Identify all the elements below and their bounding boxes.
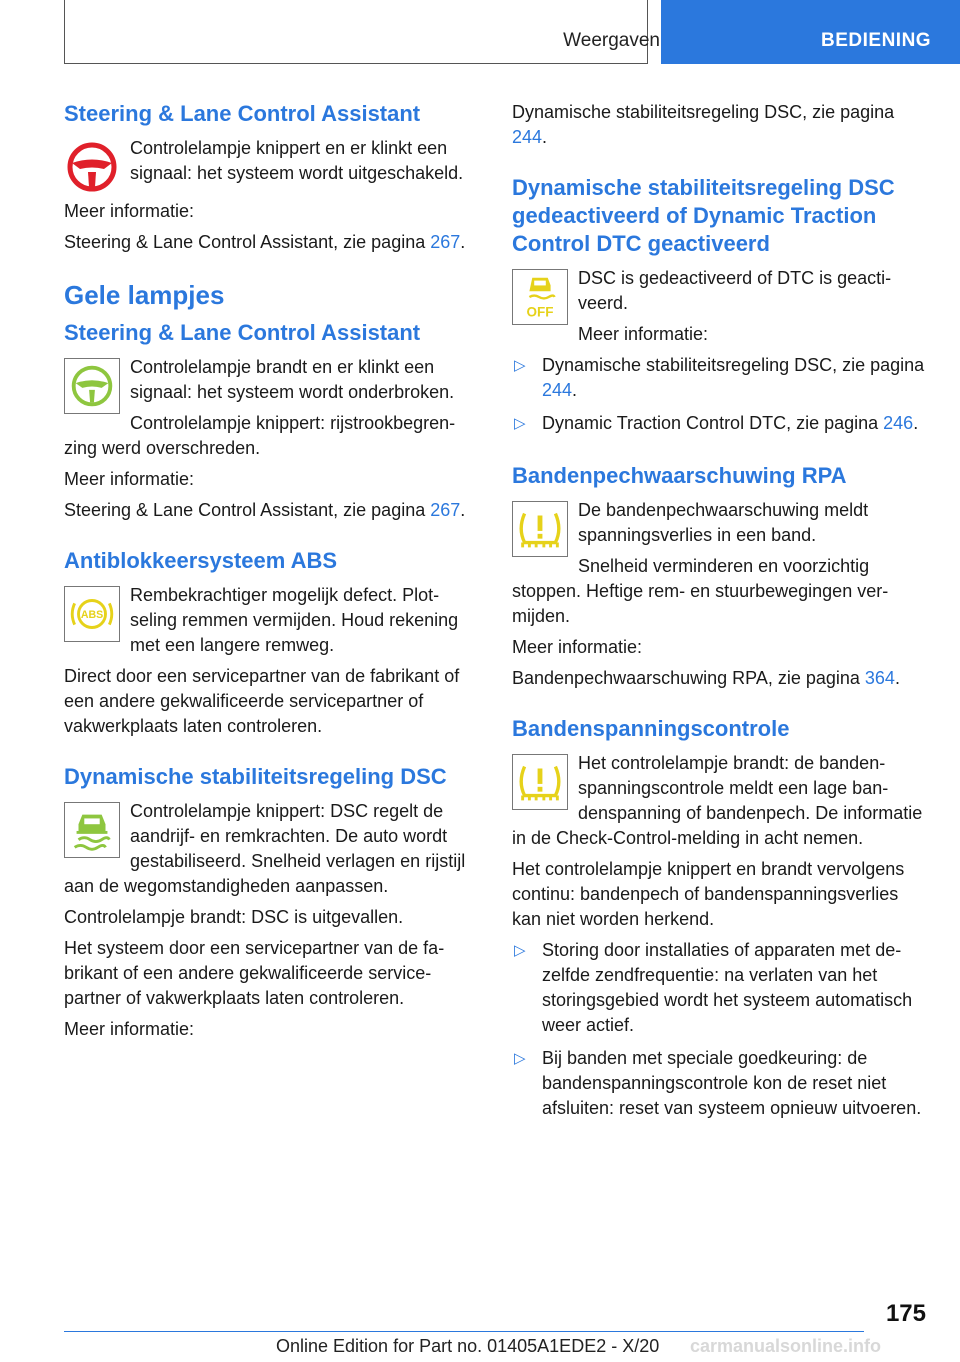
- dsc-icon: [64, 802, 120, 858]
- list-item: ▷ Storing door installaties of apparaten met dezelfde zendfrequentie: na verlaten van het storingsgebied wordt het systeem automatisch weer actief.: [514, 940, 913, 1035]
- right-column: [512, 100, 926, 1129]
- watermark: carmanualsonline.info: [690, 1336, 882, 1356]
- steering-green-row: [64, 355, 480, 467]
- section-title-abs: Antiblokkeersysteem ABS: [64, 548, 338, 573]
- triangle-bullet-icon: ▷: [514, 415, 526, 432]
- more-info-label: Meer informatie:: [578, 324, 709, 344]
- tire-pressure-icon: [512, 754, 568, 810]
- section-title-dsc-off: Dynamische stabiliteitsregeling DSC gedeactiveerd of Dynamic Traction Control DTC geactiveerd: [512, 175, 895, 256]
- reference-dsc-continued: Dynamische stabiliteitsregeling DSC, zie pagina 244.: [512, 102, 895, 147]
- abs-icon: [64, 586, 120, 642]
- section-title-steering-red: Steering & Lane Control Assistant: [64, 101, 421, 126]
- steering-wheel-green-icon: [64, 358, 120, 414]
- section-title-tire-pressure: Bandenspanningscontrole: [512, 716, 790, 741]
- tire-pressure-notes: [512, 938, 926, 1121]
- tire-pressure-text-2: Het controlelampje knippert en brandt vervolgens continu: bandenpech of bandenspanningsverlies kan niet worden herkend.: [512, 859, 905, 929]
- page-link-267[interactable]: 267: [430, 500, 461, 520]
- footer-divider: [64, 1331, 864, 1332]
- abs-row: [64, 583, 480, 664]
- abs-text-2: Direct door een servicepartner van de fabrikant of een andere gekwalificeerde servicepartner of vakwerkplaats laten controleren.: [64, 666, 460, 736]
- rpa-text: De bandenpechwaarschuwing meldt spanningsverlies in een band.: [578, 500, 869, 545]
- steering-green-text: Controlelampje brandt en er klinkt een signaal: het systeem wordt onderbroken.: [130, 357, 455, 402]
- dsc-off-text: DSC is gedeactiveerd of DTC is geactiveerd.: [578, 268, 892, 313]
- tire-pressure-text: Het controlelampje brandt: de bandenspanningscontrole meldt een lage bandenspanning of bandenpech. De informatie in de Check-Control-melding in acht nemen.: [512, 753, 923, 848]
- abs-text: Rembekrachtiger mogelijk defect. Plotseling remmen vermijden. Houd rekening met een langere remweg.: [130, 585, 459, 655]
- header-section-title: Weergaven: [563, 30, 660, 51]
- abs-label: ABS: [80, 608, 104, 621]
- page-link-244[interactable]: 244: [512, 127, 543, 147]
- off-label: OFF: [526, 304, 554, 320]
- dsc-text: Controlelampje knippert: DSC regelt de aandrijf- en remkrachten. De auto wordt gestabiliseerd. Snelheid verlagen en rijstijl aan de wegomstandigheden aanpassen.: [64, 801, 466, 896]
- list-item: ▷ Bij banden met speciale goedkeuring: de bandenspanningscontrole kon de reset niet afsluiten: reset van systeem opnieuw uitvoeren.: [514, 1048, 922, 1118]
- more-info-label: Meer informatie:: [64, 469, 195, 489]
- more-info-label: Meer informatie:: [64, 1019, 195, 1039]
- page-number: 175: [885, 1300, 926, 1327]
- page-link-246[interactable]: 246: [883, 413, 914, 433]
- dsc-off-icon: [512, 269, 568, 325]
- more-info-label: Meer informatie:: [64, 201, 195, 221]
- dsc-off-references: [512, 353, 926, 436]
- reference-rpa: Bandenpechwaarschuwing RPA, zie pagina 364.: [512, 668, 900, 688]
- more-info-label: Meer informatie:: [512, 637, 643, 657]
- triangle-bullet-icon: ▷: [514, 942, 526, 959]
- tire-pressure-row: [512, 751, 926, 857]
- reference-steering-2: Steering & Lane Control Assistant, zie pagina 267.: [64, 500, 466, 520]
- list-item: ▷ Dynamische stabiliteitsregeling DSC, zie pagina 244.: [514, 355, 925, 400]
- page-link-364[interactable]: 364: [864, 668, 895, 688]
- triangle-bullet-icon: ▷: [514, 357, 526, 374]
- list-item: ▷ Dynamic Traction Control DTC, zie pagina 246.: [512, 411, 926, 436]
- footer-edition: Online Edition for Part no. 01405A1EDE2 - X/20: [276, 1336, 660, 1356]
- header-chapter-tab[interactable]: [661, 0, 960, 64]
- section-title-steering-green: Steering & Lane Control Assistant: [64, 320, 421, 345]
- dsc-row: [64, 799, 480, 905]
- tire-pressure-icon: [512, 501, 568, 557]
- rpa-row: [512, 498, 926, 635]
- steering-wheel-red-icon: [64, 139, 120, 195]
- header-frame: [64, 0, 648, 64]
- reference-steering-1: Steering & Lane Control Assistant, zie pagina 267.: [64, 232, 466, 252]
- triangle-bullet-icon: ▷: [514, 1050, 526, 1067]
- steering-green-text-2: Controlelampje knippert: rijstrookbegrenzing werd overschreden.: [64, 413, 456, 458]
- left-column: [64, 100, 480, 1048]
- steering-red-row: [64, 136, 480, 199]
- rpa-text-2: Snelheid verminderen en voorzichtig stoppen. Heftige rem- en stuurbewegingen vermijden.: [512, 556, 889, 626]
- page-link-244[interactable]: 244: [542, 380, 573, 400]
- heading-yellow-lights: Gele lampjes: [64, 280, 225, 310]
- section-title-rpa: Bandenpechwaarschuwing RPA: [512, 463, 847, 488]
- dsc-text-2: Controlelampje brandt: DSC is uitgevallen.: [64, 907, 404, 927]
- section-title-dsc: Dynamische stabiliteitsregeling DSC: [64, 764, 447, 789]
- dsc-off-row: [512, 266, 926, 353]
- page-link-267[interactable]: 267: [430, 232, 461, 252]
- steering-red-text: Controlelampje knippert en er klinkt een signaal: het systeem wordt uitgeschakeld.: [130, 138, 464, 183]
- header-chapter-label: BEDIENING: [821, 30, 932, 51]
- dsc-text-3: Het systeem door een servicepartner van de fabrikant of een andere gekwalificeerde servicepartner of vakwerkplaats laten controleren.: [64, 938, 445, 1008]
